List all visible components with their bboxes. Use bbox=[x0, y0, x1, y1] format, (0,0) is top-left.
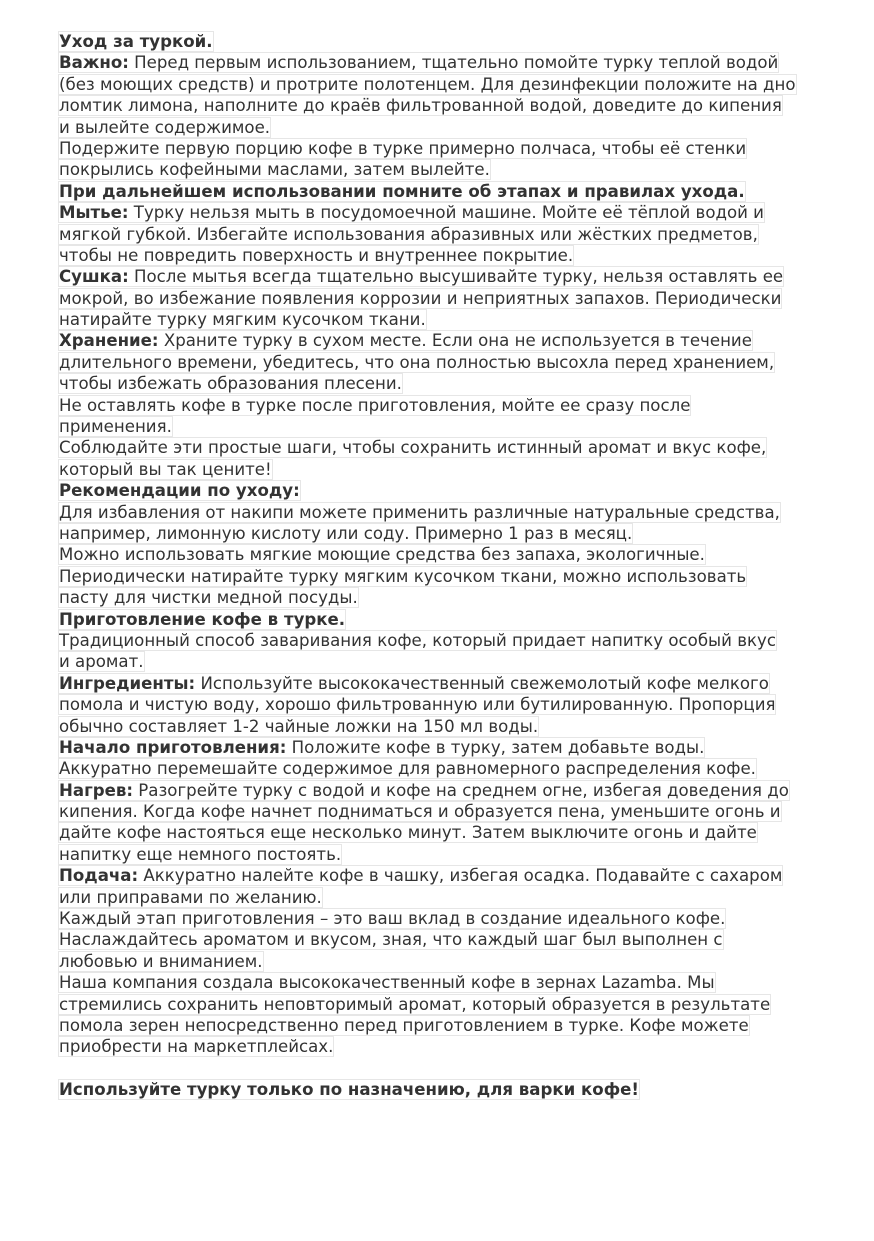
final-note: Используйте турку только по назначению, для варки кофе! bbox=[59, 1080, 639, 1100]
first-portion-paragraph: Подержите первую порцию кофе в турке примерно полчаса, чтобы её стенки покрылись кофейными маслами, затем вылейте. bbox=[59, 138, 747, 180]
heating-paragraph: Нагрев: Разогрейте турку с водой и кофе на среднем огне, избегая доведения до кипения. Когда кофе начнет подниматься и образуется пена, уменьшите огонь и дайте кофе настояться еще несколько минут. Затем выключите огонь и дайте напитку еще немного постоять. bbox=[59, 780, 789, 864]
recommendations-paragraph: Для избавления от накипи можете применить различные натуральные средства, например, лимонную кислоту или соду. Примерно 1 раз в месяц. Можно использовать мягкие моющие средства без запаха, экологичные. Периодически натирайте турку мягким кусочком ткани, можно использовать пасту для чистки медной посуды. bbox=[59, 502, 780, 608]
washing-paragraph: Мытье: Турку нельзя мыть в посудомоечной машине. Мойте её тёплой водой и мягкой губкой. Избегайте использования абразивных или жёстких предметов, чтобы не повредить поверхность и внутреннее покрытие. bbox=[59, 203, 764, 265]
start-label: Начало приготовления: bbox=[59, 737, 287, 757]
care-heading: При дальнейшем использовании помните об этапах и правилах ухода. bbox=[59, 181, 745, 201]
serving-paragraph: Подача: Аккуратно налейте кофе в чашку, избегая осадка. Подавайте с сахаром или приправами по желанию. bbox=[59, 866, 783, 907]
storage-paragraph: Хранение: Храните турку в сухом месте. Если она не используется в течение длительного времени, убедитесь, что она полностью высохла перед хранением, чтобы избежать образования плесени. bbox=[59, 331, 775, 394]
storage-label: Хранение: bbox=[59, 331, 159, 351]
drying-label: Сушка: bbox=[59, 267, 129, 287]
brewing-intro-paragraph: Традиционный способ заваривания кофе, который придает напитку особый вкус и аромат. bbox=[59, 630, 776, 672]
important-label: Важно: bbox=[59, 53, 129, 73]
recommendations-heading: Рекомендации по уходу: bbox=[59, 481, 300, 501]
follow-steps-paragraph: Соблюдайте эти простые шаги, чтобы сохранить истинный аромат и вкус кофе, который вы так цените! bbox=[59, 438, 767, 479]
drying-paragraph: Сушка: После мытья всегда тщательно высушивайте турку, нельзя оставлять ее мокрой, во избежание появления коррозии и неприятных запахов. Периодически натирайте турку мягким кусочком ткани. bbox=[59, 267, 784, 330]
document-page bbox=[59, 31, 819, 1101]
brewing-heading: Приготовление кофе в турке. bbox=[59, 609, 346, 629]
every-step-paragraph: Каждый этап приготовления – это ваш вклад в создание идеального кофе. Наслаждайтесь ароматом и вкусом, зная, что каждый шаг был выполнен с любовью и вниманием. bbox=[59, 909, 726, 971]
start-paragraph: Начало приготовления: Положите кофе в турку, затем добавьте воды. Аккуратно перемешайте содержимое для равномерного распределения кофе. bbox=[59, 737, 756, 779]
company-paragraph: Наша компания создала высококачественный кофе в зернах Lazamba. Мы стремились сохранить неповторимый аромат, который образуется в результате помола зерен непосредственно перед приготовлением в турке. Кофе можете приобрести на маркетплейсах. bbox=[59, 973, 771, 1057]
important-paragraph: Важно: Перед первым использованием, тщательно помойте турку теплой водой (без моющих средств) и протрите полотенцем. Для дезинфекции положите на дно ломтик лимона, наполните до краёв фильтрованной водой, доведите до кипения и вылейте содержимое. bbox=[59, 53, 796, 137]
document-title: Уход за туркой. bbox=[59, 32, 213, 51]
no-leave-paragraph: Не оставлять кофе в турке после приготовления, мойте ее сразу после применения. bbox=[59, 395, 691, 437]
heating-label: Нагрев: bbox=[59, 780, 134, 800]
ingredients-label: Ингредиенты: bbox=[59, 673, 196, 693]
serving-label: Подача: bbox=[59, 866, 139, 886]
washing-label: Мытье: bbox=[59, 203, 129, 223]
blank-line bbox=[59, 1058, 819, 1079]
ingredients-paragraph: Ингредиенты: Используйте высококачественный свежемолотый кофе мелкого помола и чистую воду, хорошо фильтрованную или бутилированную. Пропорция обычно составляет 1-2 чайные ложки на 150 мл воды. bbox=[59, 673, 776, 736]
